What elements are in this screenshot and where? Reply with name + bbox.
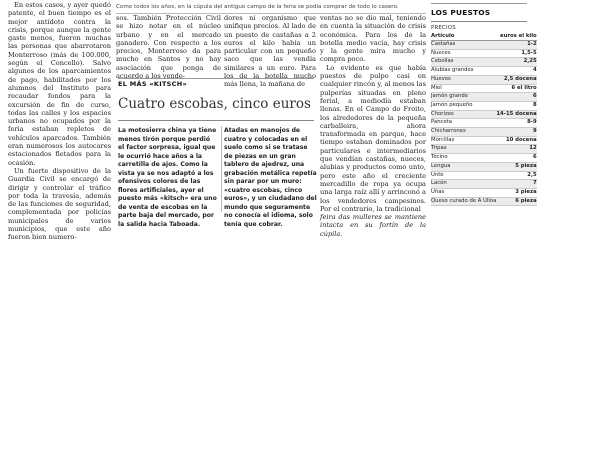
prices-sidebar [431,0,537,206]
article-column-1 [8,1,111,242]
box-paragraph: La motosierra china ya tiene menos tirón porque perdió el factor sorpresa, igual que le ocurrió hace años a la carretilla de ajos. Como la vista ya se nos adaptó a los ofensivos colores de las flores artificiales, ayer el puesto más «kitsch» era uno de venta de escobas en la parte baja del mercado, por la salida hacia Taboada. [118,127,217,228]
item-price: 2,25 [496,58,536,67]
table-row [431,154,537,163]
item-name: Jamón grande [431,93,496,102]
table-row [431,41,537,50]
article-paragraph: feira das mulleres se mantiene intacta en su fortín de la cúpila. [320,213,426,238]
table-row [431,145,537,154]
box-paragraph: Atadas en manojos de cuatro y colocadas en el suelo como si se tratase de piezas en un gran tablero de ajedrez, una grabación metálica repetía sin parar por un muro: «cuatro escobas, cinco euros», y un ciudadano del mundo que seguramente no conocía el idioma, solo tenía que cobrar. [224,127,317,228]
table-row [431,93,537,102]
item-name: Morcillas [431,136,496,145]
item-price: 8 [496,101,536,110]
sidebar-label: PRECIOS [431,25,456,31]
box-column-2 [224,127,318,229]
table-row [431,49,537,58]
item-name: Alubias grandes [431,67,496,76]
article-paragraph: Un fuerte dispositivo de la Guardia Civil se encargó de dirigir y controlar el tráfico por toda la travesía, además de las funciones de seguridad, complementada por policías municipales de varios municipios, que este año fueron bien numero- [8,166,111,242]
item-name: Lengua [431,162,496,171]
sidebar-top-strip [431,0,527,4]
item-name: Huevos [431,75,496,84]
article-column-2 [116,14,221,80]
sidebar-title: LOS PUESTOS [431,8,491,17]
article-column-4 [320,14,426,238]
article-paragraph: En estos casos, y ayer quedó patente, el buen tiempo es el mejor antídoto contra la crisis, porque aunque la gente gaste menos, fueron muchas las personas que abarrotaron Monterroso (más de 100.000, según el Concello). Salvo algunos de los aparcamientos de pago, habilitados por los alumnos del Instituto para recaudar fondos para la excursión de fin de curso, todas las calles y los espacios urbanos no ocupados por la feria estaban repletos de vehículos aparcados. También eran numerosos los autocares estacionados fletados para la ocasión. [8,1,111,167]
item-name: Nueces [431,49,496,58]
item-price: 6 [496,93,536,102]
item-price: 6 [496,154,536,163]
item-price: 6 pieza [496,197,536,206]
item-price: 3 pieza [496,188,536,197]
prices-table [431,32,537,206]
item-price: 1-2 [496,41,536,50]
box-divider [118,120,314,121]
item-name: Cebollas [431,58,496,67]
table-header-row [431,32,537,41]
column-header: euros el kilo [496,32,536,41]
item-name: Miel [431,84,496,93]
item-name: Uñas [431,188,496,197]
item-price: 8-9 [496,119,536,128]
table-row [431,162,537,171]
table-row [431,197,537,206]
item-name: Lacón [431,180,496,189]
column-header: Artículo [431,32,496,41]
item-price: 5 pieza [496,162,536,171]
table-row [431,67,537,76]
item-name: Unto [431,171,496,180]
article-paragraph: ventas no se dio mal, teniendo en cuenta la situación de crisis económica. Para los de la botella medio vacía, hay crisis y la gente mira mucho y compra poco. [320,14,426,64]
item-price: 12 [496,145,536,154]
table-row [431,180,537,189]
page-edge [529,0,600,20]
table-row [431,171,537,180]
box-headline: Cuatro escobas, cinco euros [118,96,311,112]
table-row [431,84,537,93]
item-name: Queso curado de A Ulloa [431,197,496,206]
item-name: Chicharrones [431,128,496,137]
item-name: Castañas [431,41,496,50]
item-price: 14-15 docena [496,110,536,119]
item-price: 1,5-5 [496,49,536,58]
box-column-divider [221,126,222,212]
item-price: 6 el litro [496,84,536,93]
table-row [431,110,537,119]
item-name: Chorizos [431,110,496,119]
item-price: 4 [496,67,536,76]
article-paragraph: dores ni organismo que unifique precios. Al lado de un puesto de castañas a 2 euros el kilo había un particular con un pequeño saco que las vendía similares a un euro. Para los de la botella mucho más llena, la mañana de [224,14,316,89]
item-name: Tripas [431,145,496,154]
box-kicker: EL MÁS «KITSCH» [118,78,314,88]
item-price: 9 [496,128,536,137]
table-row [431,58,537,67]
item-price: 7 [496,180,536,189]
table-row [431,128,537,137]
article-paragraph: Lo evidente es que había puestos de pulpo casi en cualquier rincón y, al menos las pulperías situadas en pleno ferial, a mediodía estaban llenas. En el Campo do Froito, los alrededores de la pequeña carballeira, ahora transformada en parque, hace tiempo estaban dominados por particulares e intermediarios que vendían castañas, nueces, alubias y productos como unto, pero este año el creciente mercadillo de ropa ya ocupa una larga raíz allí y arrinconó a los vendedores campesinos. Por el contrario, la tradicional [320,63,426,213]
table-row [431,101,537,110]
item-name: Jamón pequeño [431,101,496,110]
table-row [431,188,537,197]
item-price: 10 docena [496,136,536,145]
article-paragraph: sos. También Protección Civil se hizo notar en el núcleo urbano y en el mercado ganadero. Con respecto a los precios, Monterroso da para mucho en Santos y no hay asociación que ponga de acuerdo a los vende- [116,14,221,81]
item-price: 2,5 docena [496,75,536,84]
table-row [431,75,537,84]
box-column-1 [118,127,218,229]
sidebar-divider [431,21,527,22]
table-row [431,119,537,128]
photo-caption: Como todos los años, en la cúpula del antiguo campo de la feria se podía comprar de todo lo casero. [116,1,426,14]
table-row [431,136,537,145]
item-name: Panceta [431,119,496,128]
item-price: 2,5 [496,171,536,180]
item-name: Tocino [431,154,496,163]
